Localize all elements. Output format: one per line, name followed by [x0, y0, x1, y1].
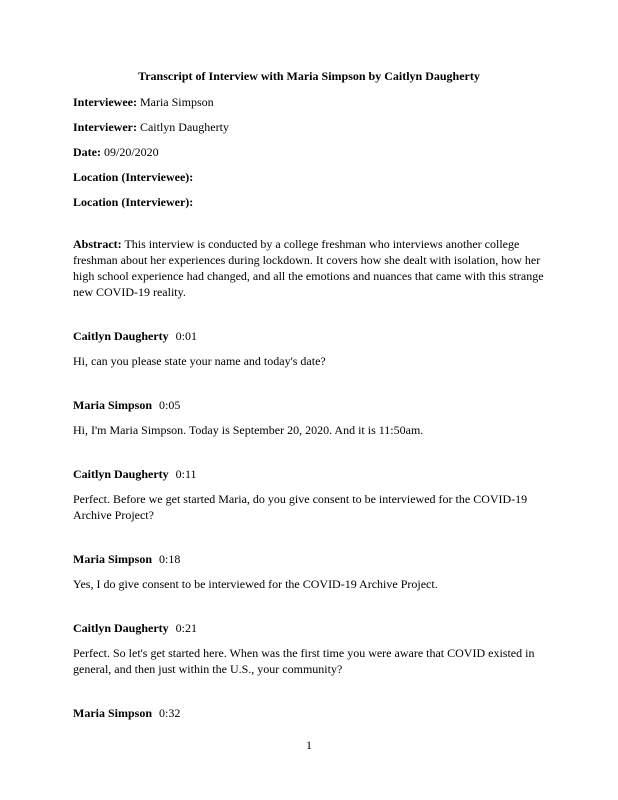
utterance-text: Hi, I'm Maria Simpson. Today is September 20, 2020. And it is 11:50am. — [73, 423, 424, 437]
timestamp: 0:18 — [159, 552, 181, 566]
timestamp: 0:32 — [159, 706, 181, 720]
meta-location-interviewer — [73, 194, 545, 210]
meta-interviewee-value: Maria Simpson — [139, 95, 214, 109]
meta-interviewer — [73, 119, 545, 135]
meta-location-interviewer-label: Location (Interviewer): — [73, 195, 194, 209]
dialogue-block — [73, 551, 545, 592]
speaker-line — [73, 397, 545, 413]
meta-interviewee-label: Interviewee: — [73, 95, 137, 109]
speaker-line — [73, 705, 545, 721]
timestamp: 0:11 — [175, 467, 197, 481]
speaker-name: Caitlyn Daugherty — [73, 621, 169, 635]
speaker-name: Maria Simpson — [73, 552, 153, 566]
speaker-line — [73, 328, 545, 344]
utterance-text: Hi, can you please state your name and today's date? — [73, 354, 326, 368]
speaker-name: Caitlyn Daugherty — [73, 329, 169, 343]
abstract-text: This interview is conducted by a college freshman who interviews another college freshman about her experiences during lockdown. It covers how she dealt with isolation, how her high school experience had changed, and all the emotions and nuances that came with this strange new COVID-19 reality. — [73, 237, 544, 299]
speaker-name: Maria Simpson — [73, 706, 153, 720]
speaker-line — [73, 620, 545, 636]
utterance-text: Perfect. So let's get started here. When was the first time you were aware that COVID existed in general, and then just within the U.S., your community? — [73, 646, 535, 676]
speaker-name: Maria Simpson — [73, 398, 153, 412]
meta-date — [73, 144, 545, 160]
dialogue-block — [73, 397, 545, 438]
timestamp: 0:05 — [159, 398, 181, 412]
document-title: Transcript of Interview with Maria Simpson by Caitlyn Daugherty — [138, 69, 480, 83]
dialogue-block — [73, 705, 545, 721]
abstract-label: Abstract: — [73, 237, 122, 251]
speaker-name: Caitlyn Daugherty — [73, 467, 169, 481]
timestamp: 0:01 — [175, 329, 198, 343]
meta-date-value: 09/20/2020 — [103, 145, 159, 159]
meta-interviewer-value: Caitlyn Daugherty — [139, 120, 229, 134]
meta-interviewee — [73, 94, 545, 110]
meta-location-interviewee — [73, 169, 545, 185]
page-number: 1 — [306, 738, 312, 752]
utterance-text: Yes, I do give consent to be interviewed for the COVID-19 Archive Project. — [73, 577, 438, 591]
dialogue-block — [73, 466, 545, 523]
meta-date-label: Date: — [73, 145, 101, 159]
speaker-line — [73, 466, 545, 482]
timestamp: 0:21 — [175, 621, 198, 635]
dialogue-block — [73, 328, 545, 369]
speaker-line — [73, 551, 545, 567]
meta-interviewer-label: Interviewer: — [73, 120, 137, 134]
meta-location-interviewee-label: Location (Interviewee): — [73, 170, 194, 184]
abstract-paragraph — [73, 236, 545, 300]
dialogue-block — [73, 620, 545, 677]
utterance-text: Perfect. Before we get started Maria, do you give consent to be interviewed for the COVID-19 Archive Project? — [73, 492, 528, 522]
